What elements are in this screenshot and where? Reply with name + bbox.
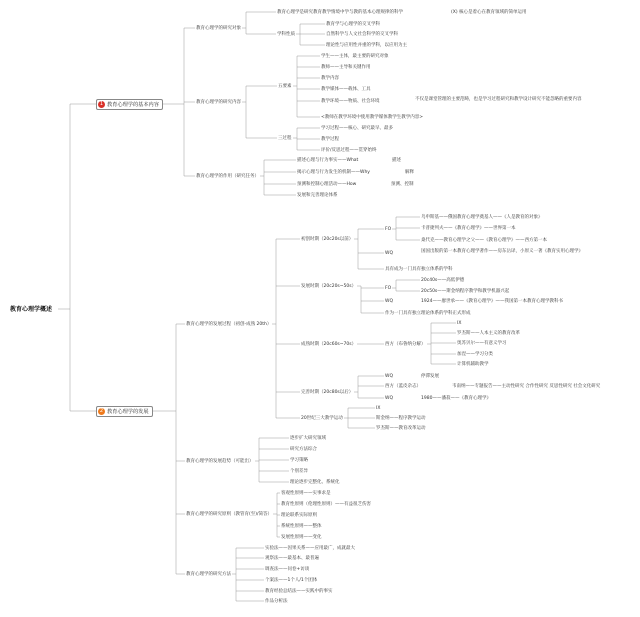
node-b1dW[interactable]: WQ [385,373,393,379]
node-b2b[interactable]: 研究方法综合 [290,446,317,452]
node-b3b[interactable]: 教育性原则（伦理性原则）——有益很乏伤害 [281,501,371,507]
node-a2a[interactable]: 五要素 [278,83,292,89]
node-a2a2[interactable]: 教师——主导和关键作用 [321,64,371,70]
number-badge: 1 [99,101,104,107]
node-a2b3[interactable]: 评价/反思过程——贯穿始终 [321,147,377,153]
branch-basic-content[interactable] [96,99,163,110]
node-b1b4[interactable]: 作为一门具有独立理论体系的学科正式形成 [385,310,471,316]
node-b1dW2[interactable]: WQ [385,395,393,401]
node-b1d[interactable]: 完善时期（20c80s以后） [301,389,354,395]
node-b1d3[interactable]: 1980——潘菽——《教育心理学》 [421,395,491,401]
node-b1a[interactable]: 初创时期（20c20s以前） [301,236,354,242]
node-a3d[interactable]: 发展和完善理论体系 [297,192,338,198]
node-a2a6[interactable]: <教师在教学环境中使用教学媒体教学生教学内容> [321,114,424,120]
node-b1c3[interactable]: 加涅——学习分类 [457,351,493,357]
node-b1a2[interactable]: 卡普捷列夫——《教育心理学》——世界第一本 [421,225,516,231]
node-b1e[interactable]: 20世纪三大教学运动 [301,415,343,421]
node-b3d[interactable]: 系统性原则——整体 [281,523,322,529]
node-b1[interactable]: 教育心理学的发展过程（初创-成熟 20th） [186,321,272,327]
node-a3b2[interactable]: 解释 [405,169,414,175]
node-a2a3[interactable]: 教学内容 [321,75,339,81]
node-b3e[interactable]: 发展性原则——变化 [281,534,322,540]
node-a1b2[interactable]: 自然科学与人文社会科学的交叉学科 [326,31,398,37]
node-b1cF[interactable]: 西方（布鲁纳分解） [385,341,426,347]
node-b4d[interactable]: 个案法——1个人/1个团体 [265,577,318,583]
branch-label: 教育心理学的基本内容 [107,102,159,108]
node-b2e[interactable]: 理论逐步完整化、系统化 [290,479,340,485]
node-b1d1[interactable]: 停滞发展 [421,373,439,379]
node-a2a5[interactable]: 教学环境——物质、社会环境 [321,98,380,104]
node-b4f[interactable]: 作品分析法 [265,598,288,604]
node-b4[interactable]: 教育心理学的研究方法 [186,571,231,577]
node-b3[interactable]: 教育心理学的研究原则（教管育(至)/简答） [186,511,273,517]
node-a3a2[interactable]: 描述 [392,157,401,163]
node-b1a1[interactable]: 乌申斯基——俄国教育心理学奠基人——《人是教育的对象》 [421,214,543,220]
node-b1b3[interactable]: 1924——廖世承——《教育心理学》——我国第一本教育心理学教科书 [421,298,563,304]
node-a1b1[interactable]: 教育学与心理学的交叉学科 [326,21,380,27]
node-b2d[interactable]: 个别差异 [290,468,308,474]
node-a1b3[interactable]: 理论性与应用性并重的学科，以应用为主 [326,42,407,48]
node-b2c[interactable]: 学习策略 [290,457,308,463]
node-a3a[interactable]: 描述心理与行为事实——What [297,157,359,163]
root-topic[interactable]: 教育心理学概述 [10,306,53,313]
node-a3c[interactable]: 预测和控制心理活动——How [297,181,357,187]
node-a3[interactable]: 教育心理学的作用（研究任务） [196,173,259,179]
node-b1c[interactable]: 成熟时期（20c60s~70s） [301,341,357,347]
node-b1d2[interactable]: 韦南纳——专题报告——主动性研究 合作性研究 反思性研究 社会文化研究 [452,383,601,389]
node-b1dF[interactable]: 西方（蓝皮杂志） [385,383,421,389]
node-b4b[interactable]: 观察法——最基本、最普遍 [265,555,319,561]
node-a2b2[interactable]: 教学过程 [321,136,339,142]
node-a2b1[interactable]: 学习过程——核心、研究最早、最多 [321,125,393,131]
node-b1b2[interactable]: 20c50s——斯金纳程序教学和教学机器兴起 [421,288,510,294]
node-b1a4[interactable]: 国国出版的第一本教育心理学著作——房东岳译，小原义一著《教育实用心理学》 [421,248,583,254]
node-b1b1[interactable]: 20c40s——高低伊德 [421,277,465,283]
node-a2a4[interactable]: 教学媒体——载体、工具 [321,86,371,92]
node-b1b[interactable]: 发展时期（20c20s~50s） [301,283,357,289]
node-a2[interactable]: 教育心理学的研究内容 [196,99,241,105]
node-b1c2[interactable]: 奥苏贝尔——有意义学习 [457,340,507,346]
node-b1a3[interactable]: 桑代克——教育心理学之父——《教育心理学》——西方第一本 [421,237,547,243]
node-b1aF[interactable]: FO [385,226,392,232]
node-b1aW[interactable]: WQ [385,250,393,256]
node-b3c[interactable]: 理论联系实际原则 [281,512,317,518]
node-b2a[interactable]: 逐步扩大研究领域 [290,435,326,441]
number-badge: 2 [99,408,104,414]
node-b1bF[interactable]: FO [385,285,392,291]
node-b4e[interactable]: 教育经验总结法——实践中的事实 [265,588,333,594]
node-b2[interactable]: 教育心理学的发展趋势（可能出） [186,458,254,464]
node-b1eIX[interactable]: IX [376,405,381,411]
node-b1a5[interactable]: 具有成为一门具有独立体系的学科 [385,266,453,272]
node-a1[interactable]: 教育心理学的研究对象 [196,25,241,31]
node-a1b[interactable]: 学科性质 [277,31,295,37]
branch-development[interactable] [96,406,153,417]
node-a2a5n[interactable]: 不仅是课堂管理的主要范畴，也是学习过程研究和教学设计研究不能忽略的重要内容 [415,96,582,102]
node-b1c1[interactable]: 罗杰斯——人本主义的教育改革 [457,330,520,336]
branch-label: 教育心理学的发展 [107,409,149,415]
node-b1c4[interactable]: 计算机辅助教学 [457,361,489,367]
node-b4c[interactable]: 调查法——问卷+访谈 [265,566,310,572]
node-b1e1[interactable]: 斯金纳——程序教学运动 [376,415,426,421]
node-a2a1[interactable]: 学生——主体，最主要的研究对象 [321,53,389,59]
node-b3a[interactable]: 客观性原则——实事求是 [281,490,331,496]
node-a2b[interactable]: 三过程 [278,135,292,141]
node-b1e2[interactable]: 罗杰斯——教育改革运动 [376,425,426,431]
node-b1cIX[interactable]: IX [457,320,462,326]
node-a3b[interactable]: 揭示心理与行为发生的机制——Why [297,169,370,175]
node-a1a2[interactable]: (X) 核心是着心在教育领域的简单运用 [451,9,527,15]
node-a3c2[interactable]: 预测、控制 [391,181,414,187]
node-b1bW[interactable]: WQ [385,298,393,304]
node-a1a[interactable]: 教育心理学是研究教育教学情境中学与教的基本心理规律的科学 [277,9,403,15]
node-b4a[interactable]: 实验法——因果关系——应用最广，成就最大 [265,545,355,551]
